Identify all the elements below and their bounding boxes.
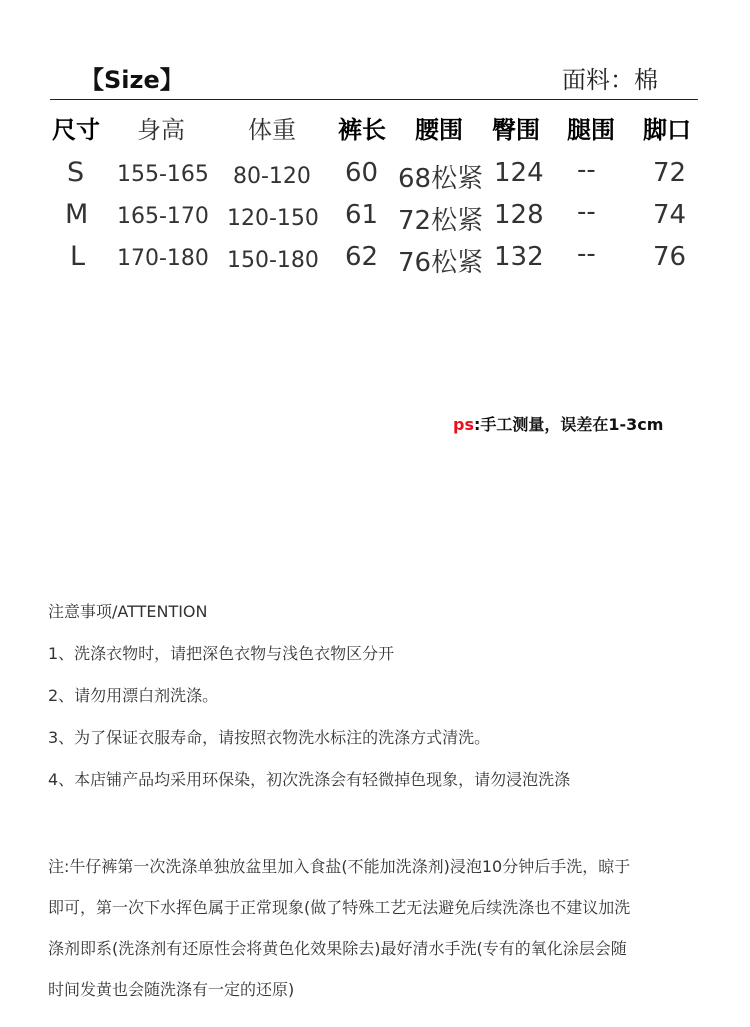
fabric-label: 面料：棉 bbox=[562, 66, 658, 94]
size-chart-title: 【Size】 bbox=[80, 66, 184, 94]
size-cell: M bbox=[65, 199, 89, 230]
note-line: 涤剂即系(洗涤剂有还原性会将黄色化效果除去)最好清水手洗(专有的氧化涂层会随 bbox=[48, 939, 627, 958]
hip-cell: 132 bbox=[494, 242, 544, 272]
weight-cell: 80-120 bbox=[233, 164, 311, 189]
col-header-weight: 体重 bbox=[248, 116, 296, 144]
care-instruction-item: 4、本店铺产品均采用环保染，初次洗涤会有轻微掉色现象，请勿浸泡洗涤 bbox=[48, 770, 571, 789]
thigh-cell: -- bbox=[577, 197, 596, 227]
attention-title: 注意事项/ATTENTION bbox=[48, 602, 208, 621]
care-instruction-item: 2、请勿用漂白剂洗涤。 bbox=[48, 686, 219, 705]
care-instruction-item: 1、洗涤衣物时，请把深色衣物与浅色衣物区分开 bbox=[48, 644, 395, 663]
col-header-hip: 臀围 bbox=[492, 116, 540, 144]
hem-cell: 74 bbox=[653, 200, 687, 230]
height-cell: 165-170 bbox=[117, 204, 209, 229]
pants-length-cell: 62 bbox=[345, 242, 379, 272]
height-cell: 170-180 bbox=[117, 246, 209, 271]
waist-cell: 76松紧 bbox=[398, 248, 484, 278]
thigh-cell: -- bbox=[577, 155, 596, 185]
note-line: 注:牛仔裤第一次洗涤单独放盆里加入食盐(不能加洗涤剂)浸泡10分钟后手洗，晾于 bbox=[48, 857, 631, 876]
hip-cell: 124 bbox=[494, 158, 544, 188]
size-cell: L bbox=[70, 241, 86, 272]
col-header-waist: 腰围 bbox=[415, 116, 463, 144]
waist-cell: 68松紧 bbox=[398, 164, 484, 194]
weight-cell: 120-150 bbox=[227, 206, 319, 231]
note-line: 即可，第一次下水挥色属于正常现象(做了特殊工艺无法避免后续洗涤也不建议加洗 bbox=[48, 898, 631, 917]
thigh-cell: -- bbox=[577, 239, 596, 269]
pants-length-cell: 60 bbox=[345, 158, 379, 188]
pants-length-cell: 61 bbox=[345, 200, 379, 230]
ps-prefix: ps bbox=[453, 415, 474, 434]
hem-cell: 72 bbox=[653, 158, 687, 188]
col-header-size: 尺寸 bbox=[52, 116, 100, 144]
col-header-thigh: 腿围 bbox=[567, 116, 615, 144]
ps-text: :手工测量，误差在1-3cm bbox=[473, 415, 664, 434]
col-header-pants-length: 裤长 bbox=[338, 116, 386, 144]
waist-cell: 72松紧 bbox=[398, 206, 484, 236]
care-instruction-item: 3、为了保证衣服寿命，请按照衣物洗水标注的洗涤方式清洗。 bbox=[48, 728, 491, 747]
weight-cell: 150-180 bbox=[227, 248, 319, 273]
header-divider bbox=[50, 99, 698, 100]
hip-cell: 128 bbox=[494, 200, 544, 230]
height-cell: 155-165 bbox=[117, 162, 209, 187]
col-header-hem: 脚口 bbox=[643, 116, 691, 144]
size-cell: S bbox=[67, 157, 85, 188]
note-line: 时间发黄也会随洗涤有一定的还原) bbox=[48, 980, 295, 999]
hem-cell: 76 bbox=[653, 242, 687, 272]
measurement-note bbox=[453, 412, 663, 435]
denim-wash-note bbox=[48, 846, 688, 1010]
col-header-height: 身高 bbox=[137, 116, 185, 144]
